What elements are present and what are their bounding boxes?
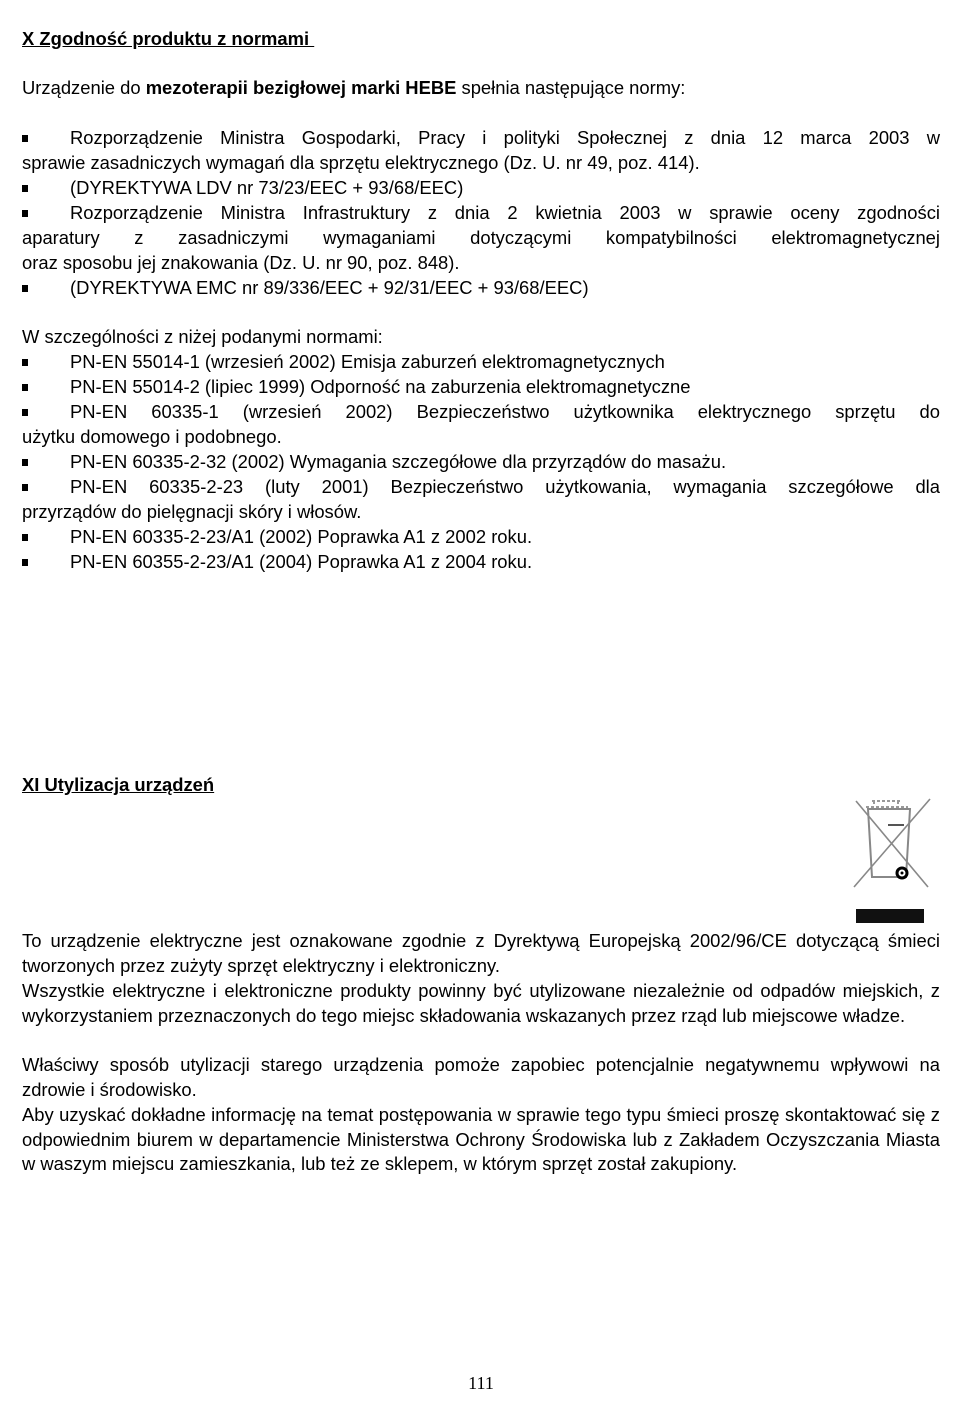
disposal-paragraph: To urządzenie elektryczne jest oznakowane zgodnie z Dyrektywą Europejską 2002/96/CE dotyczącą śmieci tworzonych przez zużyty sprzęt elektryczny i elektroniczny. — [22, 930, 940, 976]
standard-line: PN-EN 60335-2-23 (luty 2001) Bezpieczeństwo użytkowania, wymagania szczegółowe dla — [70, 476, 940, 497]
bullet-icon — [22, 285, 28, 292]
standard-line: PN-EN 60355-2-23/A1 (2004) Poprawka A1 z 2004 roku. — [70, 551, 533, 572]
standard-item — [22, 400, 940, 425]
standard-line: PN-EN 55014-2 (lipiec 1999) Odporność na zaburzenia elektromagnetyczne — [70, 376, 691, 397]
standard-item — [22, 450, 940, 475]
bullet-icon — [22, 409, 28, 416]
section-10-title: X Zgodność produktu z normami — [22, 28, 315, 49]
standard-item — [22, 375, 940, 400]
intro-prefix: Urządzenie do — [22, 77, 146, 98]
standards-intro: W szczególności z niżej podanymi normami: — [22, 326, 383, 347]
disposal-paragraph: Wszystkie elektryczne i elektroniczne produkty powinny być utylizowane niezależnie od odpadów miejskich, z wykorzystaniem przeznaczonych do tego miejsc składowania wskazanych przez rząd lub miejscowe władze. — [22, 980, 940, 1026]
regulation-line: Rozporządzenie Ministra Gospodarki, Pracy i polityki Społecznej z dnia 12 marca 2003 w — [70, 127, 940, 148]
standard-line: PN-EN 60335-2-32 (2002) Wymagania szczegółowe dla przyrządów do masażu. — [70, 451, 727, 472]
bullet-icon — [22, 484, 28, 491]
regulation-line-cont: aparatury z zasadniczymi wymaganiami dotyczącymi kompatybilności elektromagnetycznej — [22, 227, 940, 248]
regulation-line-cont: sprawie zasadniczych wymagań dla sprzętu elektrycznego (Dz. U. nr 49, poz. 414). — [22, 152, 700, 173]
bullet-icon — [22, 559, 28, 566]
standard-line: PN-EN 60335-1 (wrzesień 2002) Bezpieczeństwo użytkownika elektrycznego sprzętu do — [70, 401, 940, 422]
bullet-icon — [22, 534, 28, 541]
bullet-icon — [22, 210, 28, 217]
standard-item — [22, 525, 940, 550]
regulation-line-cont: oraz sposobu jej znakowania (Dz. U. nr 90, poz. 848). — [22, 252, 460, 273]
disposal-paragraph: Właściwy sposób utylizacji starego urządzenia pomoże zapobiec potencjalnie negatywnemu wpływowi na zdrowie i środowisko. — [22, 1054, 940, 1100]
intro-product-name: mezoterapii bezigłowej marki HEBE — [145, 77, 457, 98]
section-10-intro — [22, 76, 940, 101]
standard-line-cont: przyrządów do pielęgnacji skóry i włosów. — [22, 501, 362, 522]
regulation-item — [22, 276, 940, 301]
section-11-title: XI Utylizacja urządzeń — [22, 774, 215, 795]
regulation-item — [22, 201, 940, 226]
bullet-icon — [22, 135, 28, 142]
standard-item — [22, 350, 940, 375]
intro-suffix: spełnia następujące normy: — [456, 77, 686, 98]
regulation-item — [22, 176, 940, 201]
bullet-icon — [22, 459, 28, 466]
bullet-icon — [22, 359, 28, 366]
regulation-line: (DYREKTYWA LDV nr 73/23/EEC + 93/68/EEC) — [70, 177, 464, 198]
standard-item — [22, 550, 940, 575]
page-number: 111 — [468, 1373, 494, 1393]
bullet-icon — [22, 185, 28, 192]
regulation-line: (DYREKTYWA EMC nr 89/336/EEC + 92/31/EEC + 93/68/EEC) — [70, 277, 589, 298]
standard-line: PN-EN 60335-2-23/A1 (2002) Poprawka A1 z 2002 roku. — [70, 526, 533, 547]
bullet-icon — [22, 384, 28, 391]
standard-item — [22, 475, 940, 500]
regulation-line: Rozporządzenie Ministra Infrastruktury z dnia 2 kwietnia 2003 w sprawie oceny zgodności — [70, 202, 940, 223]
crossed-out-wheelie-bin-icon — [852, 795, 934, 927]
standard-line-cont: użytku domowego i podobnego. — [22, 426, 282, 447]
standard-line: PN-EN 55014-1 (wrzesień 2002) Emisja zaburzeń elektromagnetycznych — [70, 351, 665, 372]
regulation-item — [22, 126, 940, 151]
disposal-paragraph: Aby uzyskać dokładne informację na temat postępowania w sprawie tego typu śmieci proszę skontaktować się z odpowiednim biurem w departamencie Ministerstwa Ochrony Środowiska lub z Zakładem Oczyszczania Miasta w waszym miejscu zamieszkania, lub też ze sklepem, w którym sprzęt został zakupiony. — [22, 1104, 940, 1175]
